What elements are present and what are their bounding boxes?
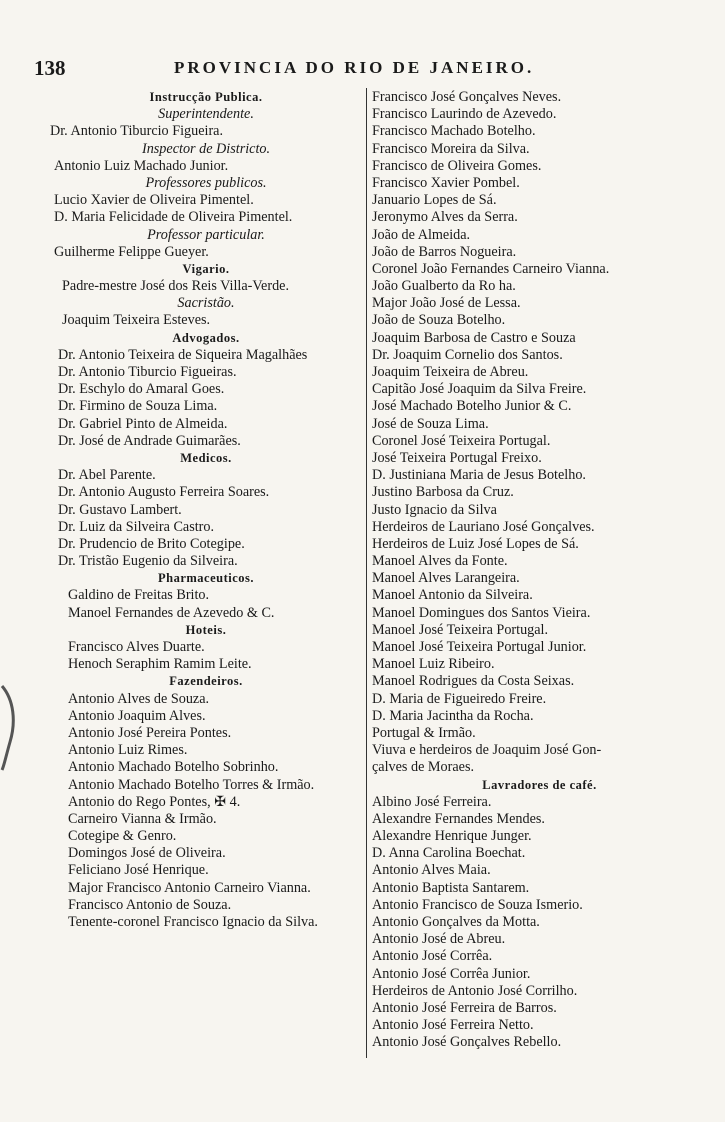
entry-fazendeiro: Francisco José Gonçalves Neves. — [372, 89, 562, 105]
entry-pharmaceutico: Manoel Fernandes de Azevedo & C. — [68, 604, 275, 621]
entry-fazendeiro: Antonio Alves de Souza. — [68, 690, 210, 707]
section-heading-vigario: Vigario. — [182, 261, 230, 276]
entry-fazendeiro: Portugal & Irmão. — [372, 724, 476, 741]
section-heading-fazendeiros: Fazendeiros. — [169, 674, 243, 689]
entry-lavrador: Alexandre Henrique Junger. — [372, 828, 532, 845]
entry-lavrador: Antonio José Ferreira Netto. — [372, 1017, 534, 1034]
entry-lavrador: Albino José Ferreira. — [372, 793, 492, 810]
entry-superintendente: Dr. Antonio Tiburcio Figueira. — [50, 123, 224, 140]
entry-fazendeiro: Antonio José Pereira Pontes. — [68, 724, 232, 741]
entry-fazendeiro: Manoel José Teixeira Portugal Junior. — [372, 639, 587, 655]
entry-fazendeiro: Manoel Antonio da Silveira. — [372, 587, 533, 604]
entry-fazendeiro: D. Maria Jacintha da Rocha. — [372, 707, 534, 724]
entry-sacristao: Joaquim Teixeira Esteves. — [62, 312, 211, 329]
entry-fazendeiro: Francisco Machado Botelho. — [372, 123, 536, 140]
entry-lavrador: Alexandre Fernandes Mendes. — [372, 810, 545, 827]
entry-fazendeiro: Antonio Machado Botelho Torres & Irmão. — [68, 776, 315, 793]
entry-medico: Dr. Abel Parente. — [58, 467, 156, 484]
entry-lavrador: Herdeiros de Antonio José Corrilho. — [372, 982, 578, 999]
entry-fazendeiro: João de Souza Botelho. — [372, 312, 506, 329]
entry-fazendeiro: Feliciano José Henrique. — [68, 862, 209, 879]
section-heading-instrucao: Instrucção Publica. — [149, 90, 263, 104]
entry-fazendeiro: João Gualberto da Ro ha. — [372, 278, 516, 295]
entry-fazendeiro: Manoel José Teixeira Portugal. — [372, 621, 549, 638]
entry-lavrador: Antonio José Gonçalves Rebello. — [372, 1034, 562, 1051]
section-heading-lavradores: Lavradores de café. — [482, 777, 597, 792]
section-heading-pharmaceuticos: Pharmaceuticos. — [157, 571, 255, 586]
entry-fazendeiro: Carneiro Vianna & Irmão. — [68, 810, 217, 827]
subheading-sacristao: Sacristão. — [177, 295, 235, 312]
subheading-inspector: Inspector de Districto. — [141, 140, 271, 157]
entry-lavrador: Antonio José Corrêa. — [372, 948, 493, 965]
binding-edge-mark — [0, 682, 18, 772]
entry-fazendeiro: José de Souza Lima. — [372, 415, 489, 432]
subheading-professores: Professores publicos. — [145, 174, 267, 191]
entry-fazendeiro: Manoel Rodrigues da Costa Seixas. — [372, 673, 575, 690]
subheading-superintendente: Superintendente. — [158, 106, 254, 123]
page-header — [34, 56, 674, 80]
entry-fazendeiro: José Teixeira Portugal Freixo. — [372, 449, 542, 466]
entry-fazendeiro: Antonio Machado Botelho Sobrinho. — [68, 759, 279, 776]
entry-fazendeiro-continuation: çalves de Moraes. — [372, 759, 475, 776]
entry-fazendeiro: Capitão José Joaquim da Silva Freire. — [372, 381, 587, 398]
entry-fazendeiro: Tenente-coronel Francisco Ignacio da Silva. — [68, 914, 318, 930]
entry-fazendeiro: João de Barros Nogueira. — [372, 243, 517, 260]
section-heading-advogados: Advogados. — [172, 330, 240, 345]
entry-advogado: Dr. Antonio Teixeira de Siqueira Magalhães — [58, 346, 308, 363]
entry-fazendeiro: Justino Barbosa da Cruz. — [372, 484, 514, 501]
entry-fazendeiro: José Machado Botelho Junior & C. — [372, 398, 572, 415]
entry-fazendeiro: Francisco Xavier Pombel. — [372, 174, 520, 191]
entry-medico: Dr. Gustavo Lambert. — [58, 501, 182, 518]
entry-fazendeiro: Antonio do Rego Pontes, ✠ 4. — [68, 793, 241, 810]
entry-fazendeiro: Joaquim Barbosa de Castro e Souza — [372, 329, 576, 346]
entry-fazendeiro: Jeronymo Alves da Serra. — [372, 209, 518, 226]
entry-advogado: Dr. José de Andrade Guimarães. — [58, 432, 241, 449]
entry-fazendeiro: Francisco Moreira da Silva. — [372, 140, 530, 157]
entry-fazendeiro: Januario Lopes de Sá. — [372, 192, 497, 209]
entry-lavrador: Antonio José de Abreu. — [372, 931, 506, 948]
entry-fazendeiro: Herdeiros de Lauriano José Gonçalves. — [372, 518, 595, 535]
entry-vigario: Padre-mestre José dos Reis Villa-Verde. — [62, 278, 290, 295]
entry-fazendeiro: Dr. Joaquim Cornelio dos Santos. — [372, 346, 563, 363]
entry-fazendeiro: Joaquim Teixeira de Abreu. — [372, 364, 529, 380]
section-heading-hoteis: Hoteis. — [185, 622, 227, 637]
entry-lavrador: Antonio Francisco de Souza Ismerio. — [372, 896, 583, 913]
entry-fazendeiro: Domingos José de Oliveira. — [68, 845, 226, 862]
entry-fazendeiro: Major João José de Lessa. — [372, 295, 521, 312]
subheading-professor-particular: Professor particular. — [147, 226, 265, 243]
entry-medico: Dr. Luiz da Silveira Castro. — [58, 518, 215, 535]
entry-hotel: Francisco Alves Duarte. — [68, 639, 205, 655]
entry-hotel: Henoch Seraphim Ramim Leite. — [68, 656, 252, 673]
section-heading-medicos: Medicos. — [180, 450, 232, 465]
entry-fazendeiro: Manoel Domingues dos Santos Vieira. — [372, 604, 591, 621]
entry-fazendeiro: Francisco Laurindo de Azevedo. — [372, 106, 557, 123]
entry-inspector: Antonio Luiz Machado Junior. — [54, 157, 229, 174]
entry-fazendeiro: Cotegipe & Genro. — [68, 828, 177, 845]
entry-fazendeiro: Manoel Alves Larangeira. — [372, 570, 520, 587]
entry-fazendeiro: Coronel José Teixeira Portugal. — [372, 432, 551, 449]
entry-professor: Lucio Xavier de Oliveira Pimentel. — [54, 192, 254, 209]
entry-lavrador: Antonio José Corrêa Junior. — [372, 965, 531, 982]
entry-fazendeiro: Antonio Luiz Rimes. — [68, 742, 188, 759]
entry-lavrador: D. Anna Carolina Boechat. — [372, 845, 526, 862]
entry-fazendeiro: Manoel Alves da Fonte. — [372, 553, 508, 570]
entry-fazendeiro: Manoel Luiz Ribeiro. — [372, 656, 495, 673]
entry-lavrador: Antonio Alves Maia. — [372, 862, 491, 879]
entry-advogado: Dr. Antonio Tiburcio Figueiras. — [58, 364, 237, 380]
entry-fazendeiro: Viuva e herdeiros de Joaquim José Gon- — [372, 742, 602, 759]
entry-pharmaceutico: Galdino de Freitas Brito. — [68, 587, 210, 604]
entry-fazendeiro: João de Almeida. — [372, 226, 471, 243]
entry-medico: Dr. Antonio Augusto Ferreira Soares. — [58, 484, 270, 501]
entry-advogado: Dr. Firmino de Souza Lima. — [58, 398, 218, 415]
running-title: PROVINCIA DO RIO DE JANEIRO. — [174, 58, 535, 77]
entry-medico: Dr. Tristão Eugenio da Silveira. — [58, 553, 238, 570]
entry-professor: D. Maria Felicidade de Oliveira Pimentel. — [54, 209, 293, 226]
entry-lavrador: Antonio Gonçalves da Motta. — [372, 914, 540, 930]
entry-lavrador: Antonio Baptista Santarem. — [372, 879, 530, 896]
entry-fazendeiro: Francisco de Oliveira Gomes. — [372, 157, 542, 174]
entry-professor-particular: Guilherme Felippe Gueyer. — [54, 243, 209, 260]
right-column — [372, 89, 707, 1052]
left-column — [50, 89, 362, 931]
entry-fazendeiro: Antonio Joaquim Alves. — [68, 707, 206, 724]
page-number: 138 — [34, 56, 66, 80]
entry-advogado: Dr. Gabriel Pinto de Almeida. — [58, 415, 228, 432]
column-divider — [366, 88, 367, 1058]
entry-fazendeiro: Francisco Antonio de Souza. — [68, 896, 232, 913]
entry-fazendeiro: Justo Ignacio da Silva — [372, 501, 497, 518]
entry-lavrador: Antonio José Ferreira de Barros. — [372, 999, 557, 1016]
entry-fazendeiro: D. Justiniana Maria de Jesus Botelho. — [372, 467, 586, 484]
entry-fazendeiro: Major Francisco Antonio Carneiro Vianna. — [68, 879, 311, 896]
entry-medico: Dr. Prudencio de Brito Cotegipe. — [58, 535, 245, 552]
entry-fazendeiro: Herdeiros de Luiz José Lopes de Sá. — [372, 535, 579, 552]
entry-fazendeiro: D. Maria de Figueiredo Freire. — [372, 690, 547, 707]
entry-fazendeiro: Coronel João Fernandes Carneiro Vianna. — [372, 260, 610, 277]
entry-advogado: Dr. Eschylo do Amaral Goes. — [58, 381, 225, 398]
